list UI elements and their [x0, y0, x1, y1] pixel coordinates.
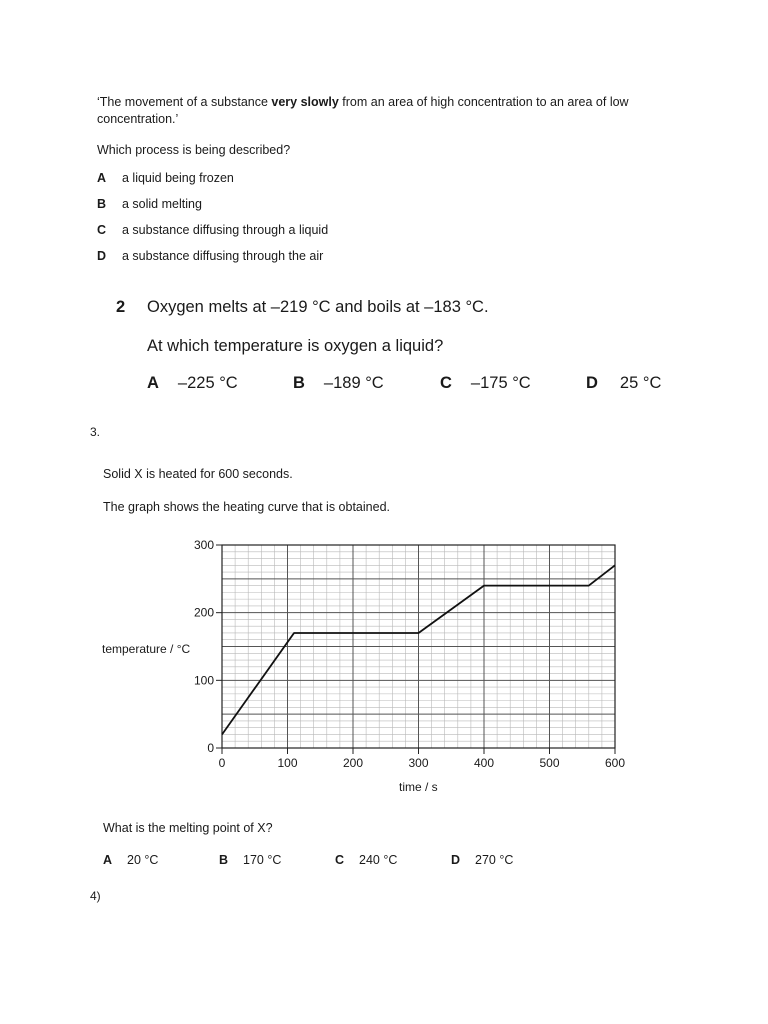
q1-option-b-letter: B — [97, 197, 107, 211]
q1-option-b-text: a solid melting — [122, 197, 202, 211]
x-tick-label: 300 — [408, 756, 429, 770]
q1-option-d-letter: D — [97, 249, 107, 263]
q3-option-d-text: 270 °C — [475, 853, 514, 867]
q1-option-a-letter: A — [97, 171, 107, 185]
q3-option-b-text: 170 °C — [243, 853, 282, 867]
q1-option-d-text: a substance diffusing through the air — [122, 249, 324, 263]
q1-quote-line2: concentration.’ — [97, 112, 179, 126]
q1-quote-bold: very slowly — [271, 95, 339, 109]
q4-number: 4) — [90, 889, 101, 903]
y-tick-label: 200 — [193, 605, 214, 620]
q2-option-a-text: –225 °C — [177, 374, 238, 392]
q1-quote-pre: ‘The movement of a substance — [97, 95, 272, 109]
y-tick-label: 100 — [193, 673, 214, 688]
q3-option-d-letter: D — [451, 853, 461, 867]
q2-option-d-text: 25 °C — [619, 374, 662, 392]
q3-option-a-letter: A — [103, 853, 113, 867]
q1-option-a-text: a liquid being frozen — [122, 171, 234, 185]
q1-option-c-letter: C — [97, 223, 107, 237]
chart-ticks — [194, 538, 625, 770]
q3-intro: Solid X is heated for 600 seconds. — [103, 467, 293, 481]
q3-graph-caption: The graph shows the heating curve that is obtained. — [103, 500, 390, 514]
x-tick-label: 200 — [342, 756, 364, 770]
x-tick-label: 100 — [277, 756, 298, 770]
q2-option-b-text: –189 °C — [323, 374, 384, 392]
x-tick-label: 400 — [473, 756, 495, 770]
q2-option-c-text: –175 °C — [470, 374, 531, 392]
chart-major-grid — [222, 545, 615, 748]
q2-prompt: At which temperature is oxygen a liquid? — [147, 337, 444, 355]
q2-statement: Oxygen melts at –219 °C and boils at –183 °C. — [147, 298, 489, 316]
q3-option-c[interactable] — [335, 853, 397, 867]
q1-quote-post: from an area of high concentration to an area of low — [338, 95, 629, 109]
q2-option-d-letter: D — [586, 374, 598, 392]
q3-option-d[interactable] — [451, 853, 513, 867]
q3-option-a[interactable] — [103, 853, 158, 867]
q2-option-c-letter: C — [440, 374, 452, 392]
q3-option-b[interactable] — [219, 853, 281, 867]
x-axis-label: time / s — [399, 780, 438, 794]
q3-number: 3. — [90, 425, 101, 439]
x-tick-label: 0 — [218, 756, 226, 770]
q2-number: 2 — [116, 298, 126, 316]
y-tick-label: 0 — [207, 741, 214, 755]
q3-option-c-text: 240 °C — [359, 853, 398, 867]
x-tick-label: 500 — [539, 756, 560, 770]
x-tick-label: 600 — [604, 756, 626, 770]
q3-option-c-letter: C — [335, 853, 345, 867]
q2-option-a-letter: A — [147, 374, 159, 392]
q3-option-b-letter: B — [219, 853, 229, 867]
q2-option-b-letter: B — [293, 374, 305, 392]
q3-prompt: What is the melting point of X? — [103, 821, 273, 835]
q1-option-c-text: a substance diffusing through a liquid — [122, 223, 329, 237]
y-axis-label: temperature / °C — [102, 642, 191, 656]
q3-option-a-text: 20 °C — [127, 853, 159, 867]
q1-prompt: Which process is being described? — [97, 143, 291, 157]
y-tick-label: 300 — [193, 538, 214, 552]
